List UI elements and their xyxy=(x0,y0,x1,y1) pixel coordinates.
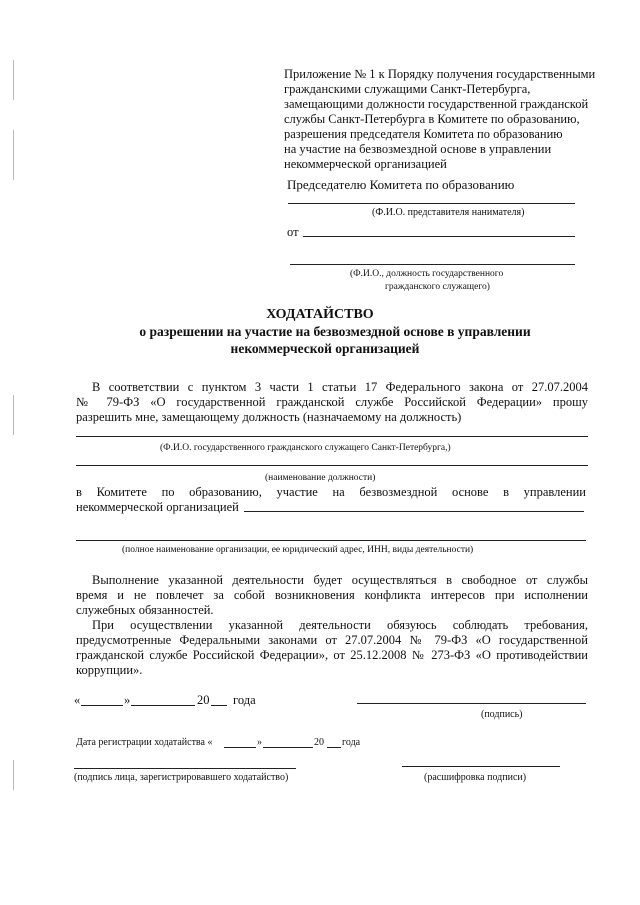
body-p1-line2: № 79-ФЗ «О государственной гражданской службе Российской Федерации» прошу xyxy=(76,395,588,409)
document-title: ХОДАТАЙСТВО xyxy=(266,307,374,322)
body-p4-line3: гражданской службе Российской Федерации», от 25.12.2008 № 273-ФЗ «О противодействии xyxy=(76,648,588,662)
body-p4-line2: предусмотренные Федеральными законами от 27.07.2004 № 79-ФЗ «О государственной xyxy=(76,633,588,647)
appendix-block xyxy=(284,67,595,172)
registrar-signature-caption: (подпись лица, зарегистрировавшего ходатайство) xyxy=(74,772,289,783)
sign-date-close-quote: » xyxy=(124,693,131,707)
registration-month-field[interactable] xyxy=(263,747,313,748)
sign-year-field[interactable] xyxy=(211,705,227,706)
from-line[interactable] xyxy=(303,236,575,237)
scan-mark xyxy=(13,60,14,100)
sign-date-open-quote: « xyxy=(74,693,81,707)
appendix-line: Приложение № 1 к Порядку получения государственными xyxy=(284,67,596,81)
body-p3-line2: время и не повлечет за собой возникновения конфликта интересов при исполнении xyxy=(76,588,588,602)
sign-year-suffix: года xyxy=(233,693,256,707)
registrar-name-line[interactable] xyxy=(402,766,560,767)
appendix-line: гражданскими служащими Санкт-Петербурга, xyxy=(284,82,531,96)
addressee-to-caption: (Ф.И.О. представителя нанимателя) xyxy=(372,207,525,218)
registration-close-quote: » xyxy=(257,737,262,748)
fio-caption: (Ф.И.О. государственного гражданского служащего Санкт-Петербурга,) xyxy=(160,443,451,453)
body-p2-line1: в Комитете по образованию, участие на безвозмездной основе в управлении xyxy=(76,485,586,499)
sign-year-prefix: 20 xyxy=(197,693,210,707)
organization-line-2[interactable] xyxy=(76,540,586,541)
body-p4-line1: При осуществлении указанной деятельности обязуюсь соблюдать требования, xyxy=(92,618,588,632)
appendix-line: на участие на безвозмездной основе в управлении xyxy=(284,142,552,156)
document-subtitle-2: некоммерческой организацией xyxy=(230,341,420,356)
from-caption-2: гражданского служащего) xyxy=(385,282,490,292)
organization-line[interactable] xyxy=(244,511,584,512)
from-label: от xyxy=(287,225,299,239)
registration-year-suffix: года xyxy=(342,737,361,748)
registrar-signature-line[interactable] xyxy=(74,768,296,769)
registration-label: Дата регистрации ходатайства « xyxy=(76,737,213,748)
signature-caption: (подпись) xyxy=(481,709,523,720)
body-p2-line2: некоммерческой организацией xyxy=(76,500,239,514)
body-p3-line1: Выполнение указанной деятельности будет осуществляться в свободное от службы xyxy=(92,573,588,587)
appendix-line: службы Санкт-Петербурга в Комитете по образованию, xyxy=(284,112,580,126)
organization-caption: (полное наименование организации, ее юридический адрес, ИНН, виды деятельности) xyxy=(122,545,474,555)
registration-year-prefix: 20 xyxy=(314,737,324,748)
document-subtitle-1: о разрешении на участие на безвозмездной основе в управлении xyxy=(139,324,531,339)
registration-year-field[interactable] xyxy=(327,747,341,748)
position-caption: (наименование должности) xyxy=(265,473,376,483)
scan-mark xyxy=(13,130,14,180)
registrar-name-caption: (расшифровка подписи) xyxy=(424,772,527,783)
registration-day-field[interactable] xyxy=(224,747,256,748)
body-p4-line4: коррупции». xyxy=(76,663,143,677)
body-p3-line3: служебных обязанностей. xyxy=(76,603,214,617)
appendix-line: замещающими должности государственной гражданской xyxy=(284,97,589,111)
appendix-line: разрешения председателя Комитета по образованию xyxy=(284,127,563,141)
sign-day-field[interactable] xyxy=(81,705,123,706)
from-line-2[interactable] xyxy=(290,264,575,265)
appendix-line: некоммерческой организацией xyxy=(284,157,447,171)
from-caption-1: (Ф.И.О., должность государственного xyxy=(350,269,504,279)
scan-mark xyxy=(13,395,14,435)
fio-line[interactable] xyxy=(76,436,588,437)
addressee-fio-line[interactable] xyxy=(288,203,575,204)
position-line[interactable] xyxy=(76,465,588,466)
scan-mark xyxy=(13,760,14,790)
addressee-to: Председателю Комитета по образованию xyxy=(287,177,515,192)
body-p1-line1: В соответствии с пунктом 3 части 1 статьи 17 Федерального закона от 27.07.2004 xyxy=(92,380,588,394)
signature-line[interactable] xyxy=(357,703,586,704)
sign-month-field[interactable] xyxy=(131,705,195,706)
body-p1-line3: разрешить мне, замещающему должность (назначаемому на должность) xyxy=(76,410,462,424)
